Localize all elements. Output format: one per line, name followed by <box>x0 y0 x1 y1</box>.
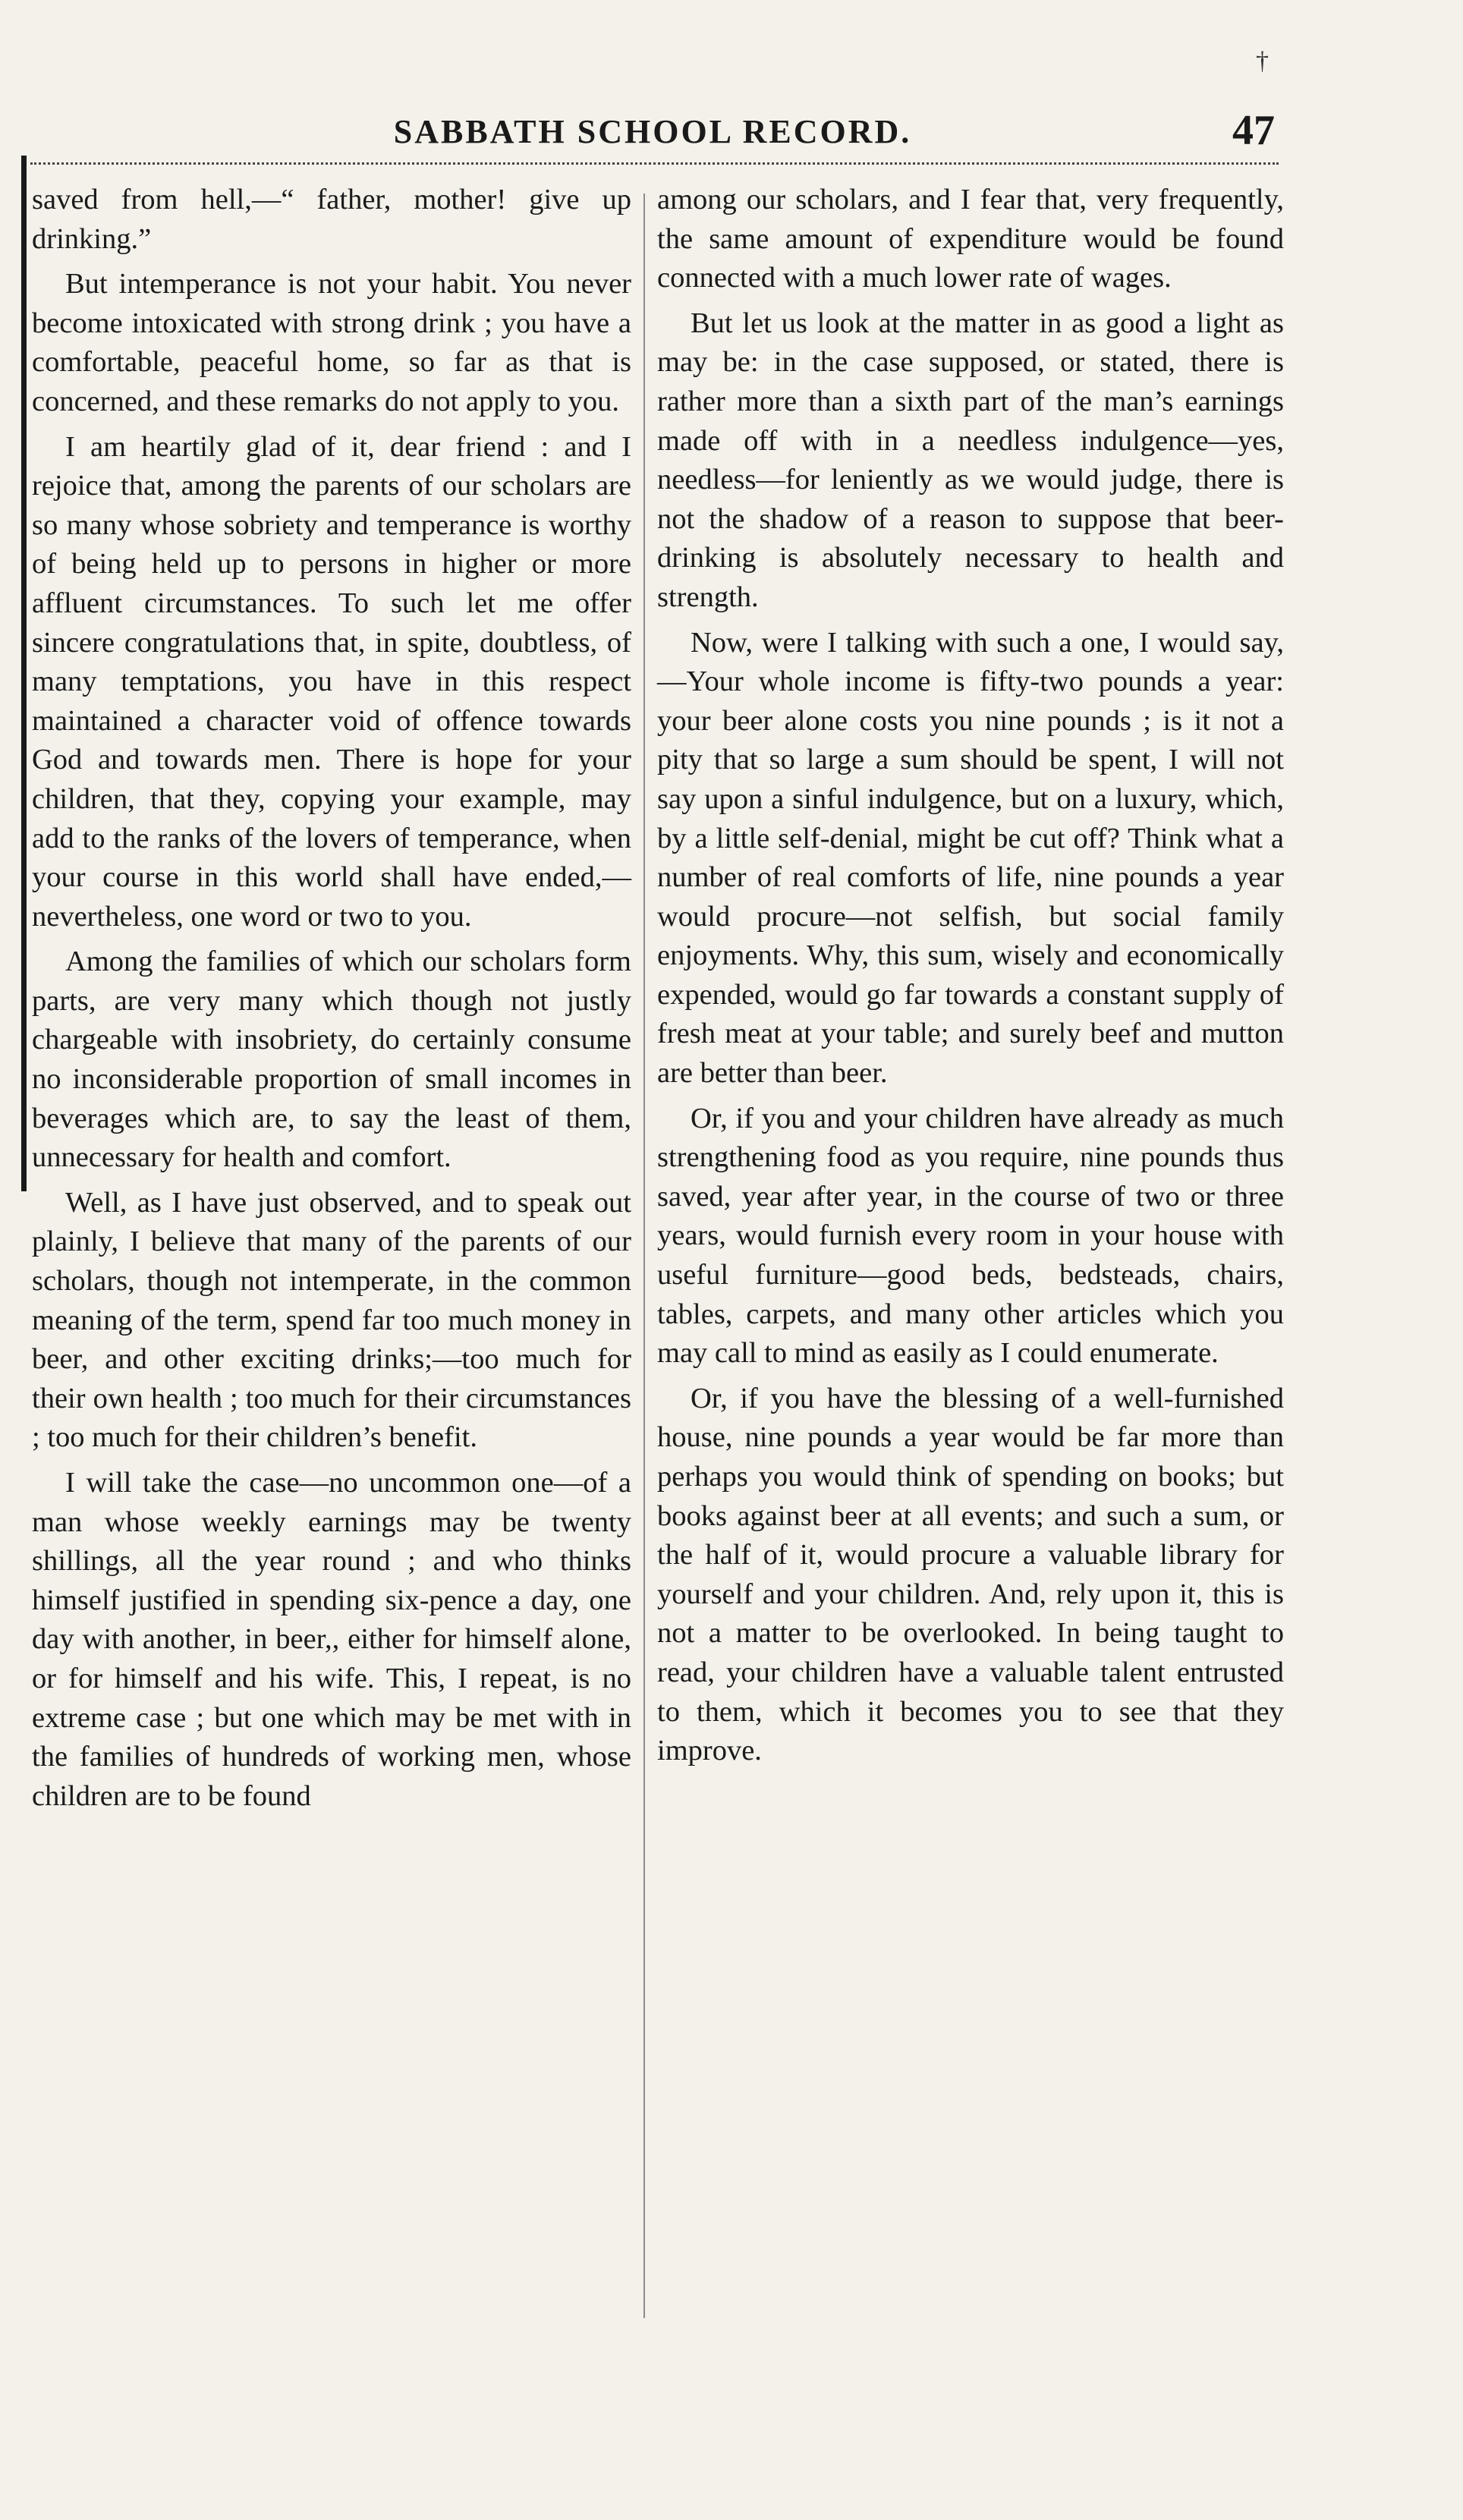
page-number: 47 <box>1232 107 1275 154</box>
paragraph: But intemperance is not your habit. You never become intoxicated with strong drink ; you have a comfortable, peaceful home, so far as that is concerned, and these remarks do not apply to you. <box>32 268 631 417</box>
paragraph: Now, were I talking with such a one, I would say,—Your whole income is fifty-two pounds a year: your beer alone costs you nine pounds ; is it not a pity that so large a sum should be spent, I will not say upon a sinful indulgence, but on a luxury, which, by a little self-denial, might be cut off? Think what a number of real comforts of life, nine pounds a year would procure—not selfish, but social family enjoyments. Why, this sum, wisely and economically expended, would go far towards a constant supply of fresh meat at your table; and surely beef and mutton are better than beer. <box>657 626 1284 1090</box>
right-column <box>657 181 1284 1777</box>
running-title: SABBATH SCHOOL RECORD. <box>393 113 912 150</box>
running-head <box>30 107 1275 165</box>
paragraph: I am heartily glad of it, dear friend : and I rejoice that, among the parents of our scholars are so many whose sobriety and temperance is worthy of being held up to persons in higher or more affluent circumstances. To such let me offer sincere congratulations that, in spite, doubtless, of many temptations, you have in this respect maintained a character void of offence towards God and towards men. There is hope for your children, that they, copying your example, may add to the ranks of the lovers of temperance, when your course in this world shall have ended,—nevertheless, one word or two to you. <box>32 430 631 933</box>
paragraph: Or, if you have the blessing of a well-furnished house, nine pounds a year would be far more than perhaps you would think of spending on books; but books against beer at all events; and such a sum, or the half of it, would procure a valuable library for yourself and your children. And, rely upon it, this is not a matter to be overlooked. In being taught to read, your children have a valuable talent entrusted to them, which it becomes you to see that they improve. <box>657 1382 1284 1767</box>
header-rule <box>30 162 1279 172</box>
paragraph: saved from hell,—“ father, mother! give up drinking.” <box>32 184 631 255</box>
left-column <box>32 181 631 1822</box>
paragraph: Among the families of which our scholars form parts, are very many which though not justly chargeable with insobriety, do certainly consume no inconsiderable proportion of small incomes in beverages which are, to say the least of them, unnecessary for health and comfort. <box>32 945 631 1174</box>
paragraph: But let us look at the matter in as good a light as may be: in the case supposed, or stated, there is rather more than a sixth part of the man’s earnings made off with in a needless indulgence—yes, needless—for leniently as we would judge, there is not the shadow of a reason to suppose that beer-drinking is absolutely necessary to health and strength. <box>657 307 1284 613</box>
paragraph: Or, if you and your children have already as much strengthening food as you require, nine pounds thus saved, year after year, in the course of two or three years, would furnish every room in your house with useful furniture—good beds, bedsteads, chairs, tables, carpets, and many other articles which you may call to mind as easily as I could enumerate. <box>657 1102 1284 1370</box>
margin-bar <box>21 156 27 1191</box>
paragraph: Well, as I have just observed, and to speak out plainly, I believe that many of the parents of our scholars, though not intemperate, in the common meaning of the term, spend far too much money in beer, and other exciting drinks;—too much for their own health ; too much for their circumstances ; too much for their children’s benefit. <box>32 1186 631 1454</box>
paragraph: among our scholars, and I fear that, very frequently, the same amount of expenditure would be found connected with a much lower rate of wages. <box>657 184 1284 294</box>
column-divider <box>643 193 645 2318</box>
corner-mark: † <box>1256 47 1269 75</box>
paragraph: I will take the case—no uncommon one—of a man whose weekly earnings may be twenty shillings, all the year round ; and who thinks himself justified in spending six-pence a day, one day with another, in beer,, either for himself alone, or for himself and his wife. This, I repeat, is no extreme case ; but one which may be met with in the families of hundreds of working men, whose children are to be found <box>32 1467 631 1812</box>
